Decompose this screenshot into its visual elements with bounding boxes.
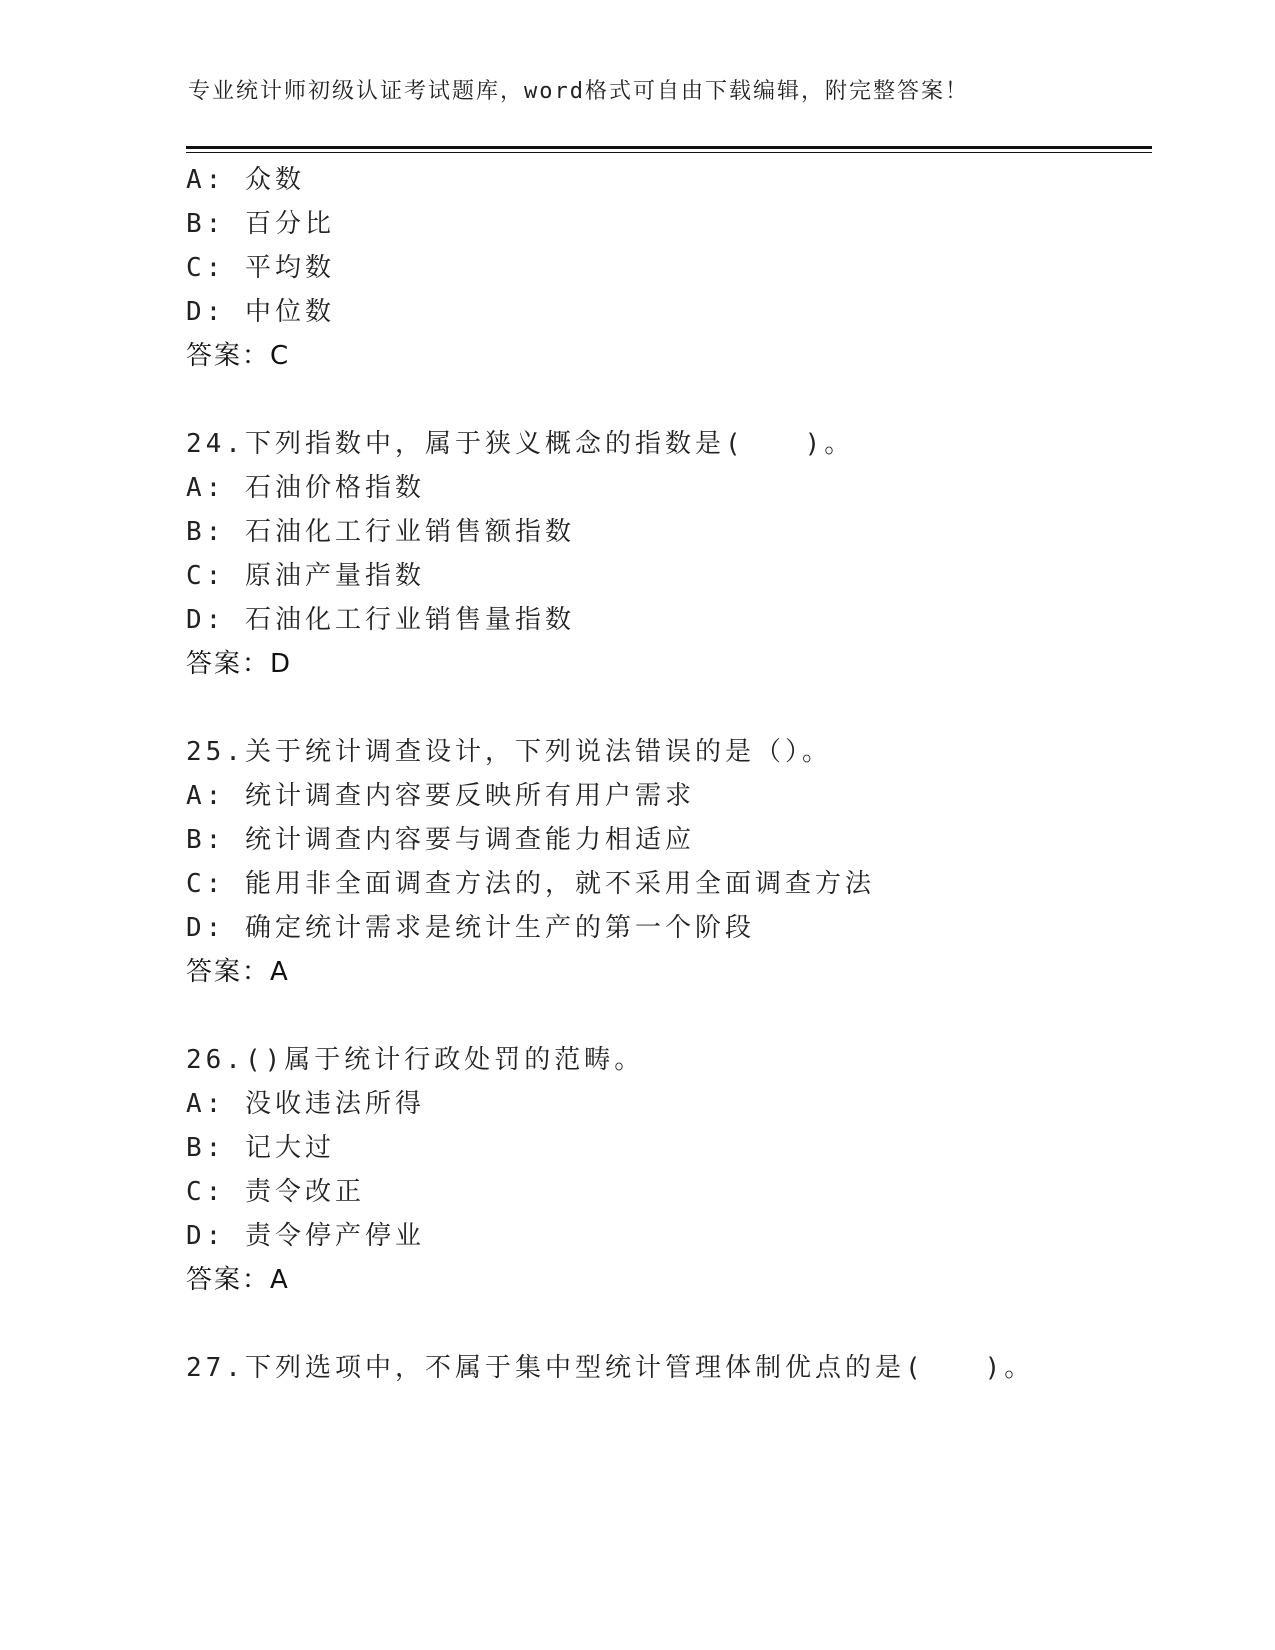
option-b: B: 统计调查内容要与调查能力相适应 — [186, 825, 695, 855]
answer-line: 答案：C — [186, 341, 291, 371]
option-a: A: 没收违法所得 — [186, 1089, 425, 1119]
option-b: B: 百分比 — [186, 209, 335, 239]
option-c: C: 平均数 — [186, 253, 335, 283]
option-d: D: 石油化工行业销售量指数 — [186, 605, 575, 635]
option-d: D: 责令停产停业 — [186, 1221, 425, 1251]
document-header: 专业统计师初级认证考试题库，word格式可自由下载编辑，附完整答案！ — [188, 79, 969, 104]
option-d: D: 中位数 — [186, 297, 335, 327]
option-c: C: 原油产量指数 — [186, 561, 425, 591]
question-25: 25.关于统计调查设计，下列说法错误的是（）。 — [186, 737, 832, 767]
option-a: A: 众数 — [186, 165, 305, 195]
question-24: 24.下列指数中，属于狭义概念的指数是( )。 — [186, 429, 855, 459]
option-c: C: 能用非全面调查方法的，就不采用全面调查方法 — [186, 869, 875, 899]
header-rule-thin — [186, 152, 1152, 153]
option-c: C: 责令改正 — [186, 1177, 365, 1207]
option-b: B: 石油化工行业销售额指数 — [186, 517, 575, 547]
header-rule-thick — [186, 146, 1152, 149]
option-a: A: 石油价格指数 — [186, 473, 425, 503]
answer-line: 答案：A — [186, 1265, 290, 1295]
answer-line: 答案：D — [186, 649, 293, 679]
question-26: 26.()属于统计行政处罚的范畴。 — [186, 1045, 645, 1075]
option-d: D: 确定统计需求是统计生产的第一个阶段 — [186, 913, 755, 943]
option-b: B: 记大过 — [186, 1133, 335, 1163]
option-a: A: 统计调查内容要反映所有用户需求 — [186, 781, 695, 811]
answer-line: 答案：A — [186, 957, 290, 987]
question-27: 27.下列选项中，不属于集中型统计管理体制优点的是( )。 — [186, 1353, 1035, 1383]
